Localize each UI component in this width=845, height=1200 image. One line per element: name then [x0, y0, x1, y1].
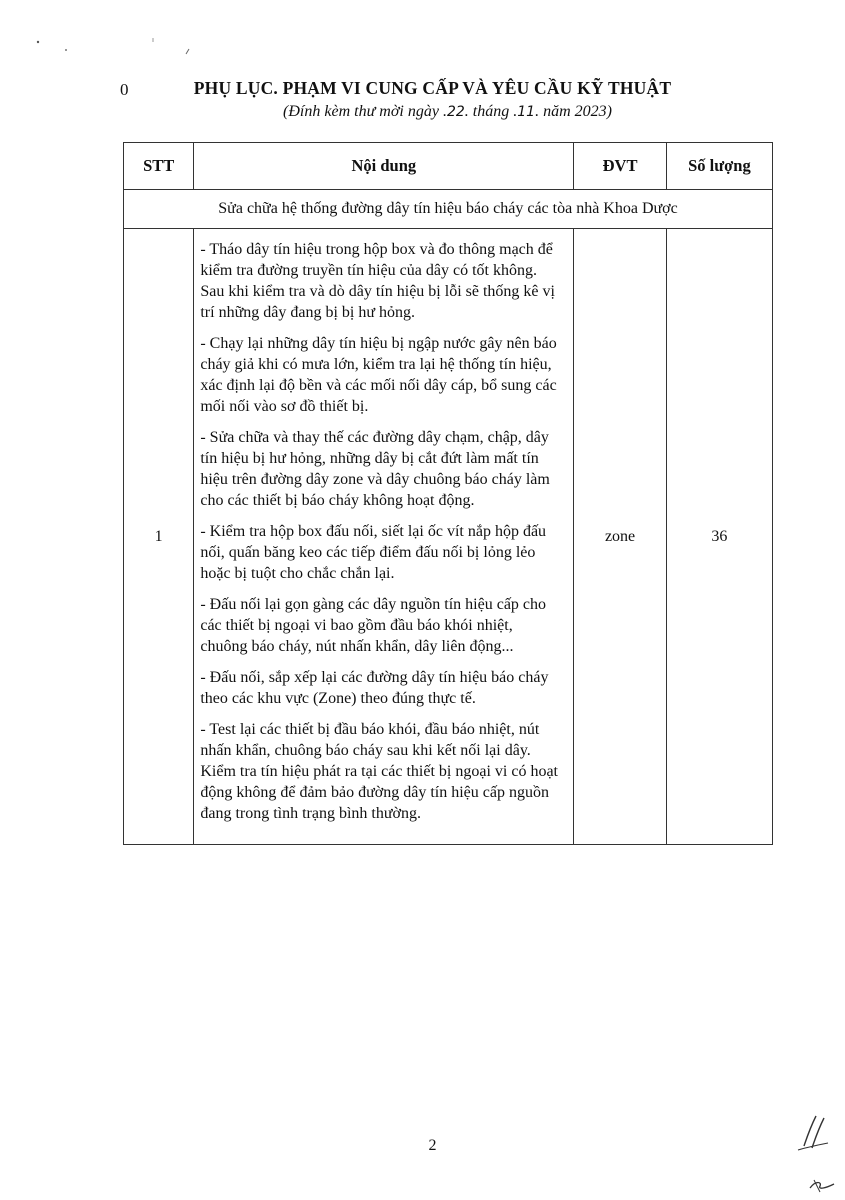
page-number: 2	[428, 1137, 437, 1154]
column-header-quantity: Số lượng	[666, 143, 772, 190]
row-quantity: 36	[666, 229, 772, 845]
subtitle-month: 11	[517, 104, 536, 120]
column-header-stt: STT	[124, 143, 194, 190]
scan-specks	[0, 0, 845, 80]
scope-table	[123, 142, 773, 845]
column-header-unit: ĐVT	[574, 143, 667, 190]
content-item: - Đấu nối lại gọn gàng các dây nguồn tín hiệu cấp cho các thiết bị ngoại vi bao gồm đầu báo khói nhiệt, chuông báo cháy, nút nhấn khẩn, dây liên động...	[200, 596, 547, 655]
column-header-content: Nội dung	[194, 143, 574, 190]
handwritten-initials	[790, 1110, 840, 1195]
row-content	[194, 229, 574, 845]
row-unit: zone	[574, 229, 667, 845]
subtitle-day: 22	[446, 104, 465, 120]
subtitle-mid: . tháng .	[464, 103, 518, 120]
section-title: Sửa chữa hệ thống đường dây tín hiệu báo cháy các tòa nhà Khoa Dược	[124, 190, 773, 229]
page-subtitle	[0, 103, 845, 121]
table-row	[124, 229, 773, 845]
subtitle-suffix: . năm 2023)	[535, 103, 612, 120]
page-marker: 0	[120, 80, 129, 99]
content-item: - Tháo dây tín hiệu trong hộp box và đo thông mạch để kiểm tra đường truyền tín hiệu của dây có tốt không. Sau khi kiểm tra và dò dây tín hiệu bị lỗi sẽ thống kê vị trí những dây đang bị bị hư hỏng.	[200, 241, 555, 321]
content-item: - Kiểm tra hộp box đấu nối, siết lại ốc vít nắp hộp đấu nối, quấn băng keo các tiếp điểm đấu nối bị lỏng lẻo hoặc bị tuột cho chắc chắn lại.	[200, 523, 547, 582]
table-header-row	[124, 143, 773, 190]
subtitle-prefix: (Đính kèm thư mời ngày .	[283, 103, 447, 120]
content-item: - Chạy lại những dây tín hiệu bị ngập nước gây nên báo cháy giả khi có mưa lớn, kiểm tra lại hệ thống tín hiệu, xác định lại độ bền và các mối nối dây cáp, bổ sung các mối nối vào sơ đồ thiết bị.	[200, 335, 557, 415]
content-item: - Test lại các thiết bị đầu báo khói, đầu báo nhiệt, nút nhấn khẩn, chuông báo cháy sau khi kết nối lại dây. Kiểm tra tín hiệu phát ra tại các thiết bị ngoại vi có hoạt động không để đảm bảo đường dây tín hiệu cấp nguồn đang trong tình trạng bình thường.	[200, 721, 558, 822]
row-stt: 1	[124, 229, 194, 845]
section-row	[124, 190, 773, 229]
content-item: - Sửa chữa và thay thế các đường dây chạm, chập, dây tín hiệu bị hư hỏng, những dây bị cắt đứt làm mất tín hiệu trên đường dây zone và dây chuông báo cháy làm cho các thiết bị báo cháy không hoạt động.	[200, 429, 550, 509]
page-title: PHỤ LỤC. PHẠM VI CUNG CẤP VÀ YÊU CẦU KỸ THUẬT	[193, 78, 672, 98]
content-item: - Đấu nối, sắp xếp lại các đường dây tín hiệu báo cháy theo các khu vực (Zone) theo đúng thực tế.	[200, 669, 549, 707]
